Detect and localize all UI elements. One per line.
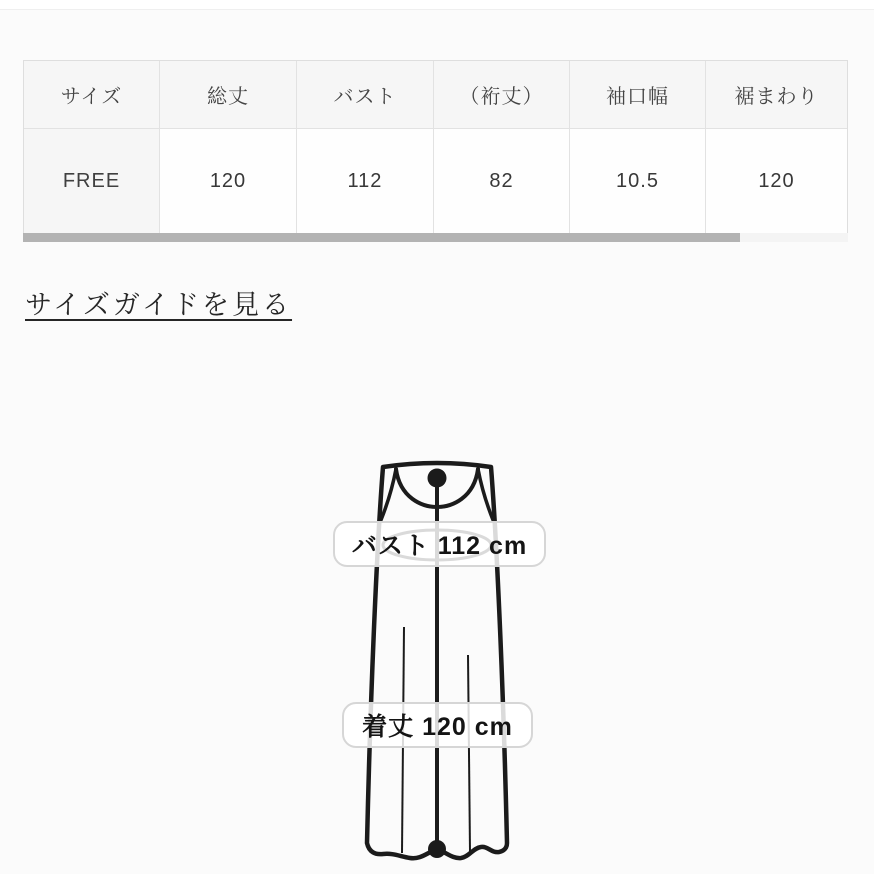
size-table-cell-hem-around: 120 xyxy=(706,129,847,233)
size-table-header-cuff-width: 袖口幅 xyxy=(570,61,706,129)
table-horizontal-scrollbar-track[interactable] xyxy=(23,233,848,242)
size-table-cell-sleeve-length: 82 xyxy=(434,129,570,233)
size-table-cell-total-length: 120 xyxy=(160,129,297,233)
size-guide-link[interactable]: サイズガイドを見る xyxy=(25,290,293,320)
length-measure-label: 着丈 120 cm xyxy=(342,702,533,748)
size-table-header-sleeve-length: （裄丈） xyxy=(434,61,570,129)
hem-button-dot xyxy=(428,840,446,858)
table-horizontal-scrollbar-thumb[interactable] xyxy=(23,233,740,242)
bust-measure-label: バスト 112 cm xyxy=(333,521,546,567)
size-table-cell-cuff-width: 10.5 xyxy=(570,129,706,233)
dress-illustration xyxy=(330,450,560,874)
size-table-cell-size: FREE xyxy=(24,129,160,233)
page-top-strip xyxy=(0,0,874,10)
neck-button-dot xyxy=(428,469,447,488)
size-table xyxy=(23,60,848,234)
size-table-cell-bust: 112 xyxy=(297,129,434,233)
size-table-header-bust: バスト xyxy=(297,61,434,129)
size-table-header-total-length: 総丈 xyxy=(160,61,297,129)
skirt-fold-right-line xyxy=(468,655,470,852)
size-table-header-hem-around: 裾まわり xyxy=(706,61,847,129)
size-table-header-size: サイズ xyxy=(24,61,160,129)
